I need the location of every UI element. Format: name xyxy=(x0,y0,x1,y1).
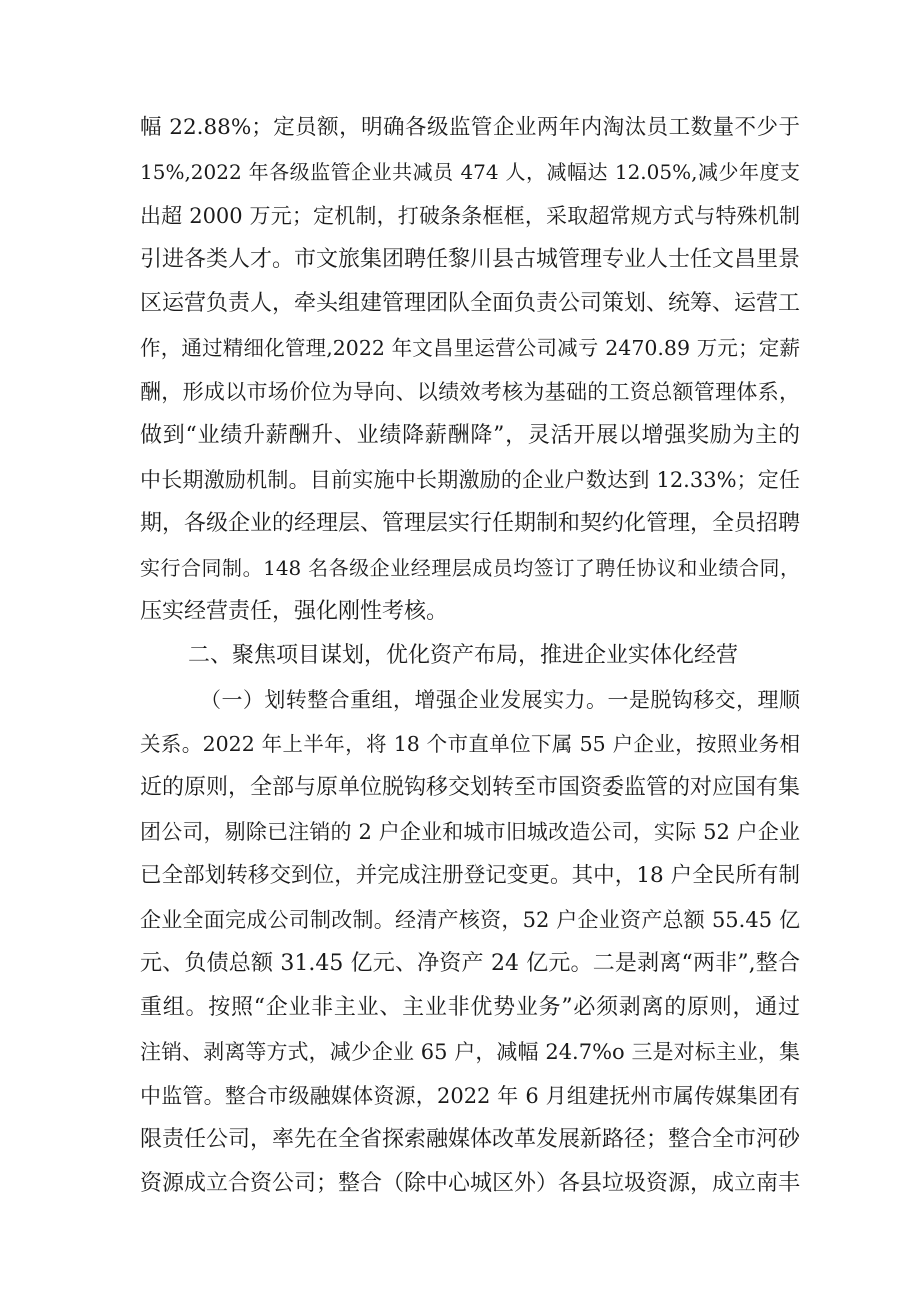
body-text-line: 期，各级企业的经理层、管理层实行任期制和契约化管理，全员招聘 xyxy=(140,511,800,536)
body-text-line: 元、负债总额 31.45 亿元、净资产 24 亿元。二是剥离“两非”,整合 xyxy=(140,951,800,976)
subsection-heading-line: （一）划转整合重组，增强企业发展实力。一是脱钩移交，理顺 xyxy=(200,688,800,712)
section-heading: 二、聚焦项目谋划，优化资产布局，推进企业实体化经营 xyxy=(188,643,739,668)
body-text-line: 15%,2022 年各级监管企业共减员 474 人，减幅达 12.05%,减少年度支 xyxy=(140,160,800,184)
body-text-line: 作，通过精细化管理,2022 年文昌里运营公司减亏 2470.89 万元；定薪 xyxy=(140,336,800,360)
body-text-line: 做到“业绩升薪酬升、业绩降薪酬降”，灵活开展以增强奖励为主的 xyxy=(140,423,800,448)
body-text-line: 区运营负责人，牵头组建管理团队全面负责公司策划、统筹、运营工 xyxy=(140,291,800,316)
body-text-line: 酬，形成以市场价位为导向、以绩效考核为基础的工资总额管理体系， xyxy=(140,380,800,404)
body-text-line: 出超 2000 万元；定机制，打破条条框框，采取超常规方式与特殊机制 xyxy=(140,204,800,228)
body-text-line: 压实经营责任，强化刚性考核。 xyxy=(140,599,449,624)
body-text-line: 实行合同制。148 名各级企业经理层成员均签订了聘任协议和业绩合同， xyxy=(140,556,800,580)
body-text-line: 已全部划转移交到位，并完成注册登记变更。其中，18 户全民所有制 xyxy=(140,863,800,888)
body-text-line: 中监管。整合市级融媒体资源，2022 年 6 月组建抚州市属传媒集团有 xyxy=(140,1084,800,1108)
body-text-line: 关系。2022 年上半年，将 18 个市直单位下属 55 户企业，按照业务相 xyxy=(140,732,800,756)
body-text-line: 资源成立合资公司；整合（除中心城区外）各县垃圾资源，成立南丰 xyxy=(140,1171,800,1196)
body-text-line: 注销、剥离等方式，减少企业 65 户，减幅 24.7%o 三是对标主业，集 xyxy=(140,1040,800,1064)
body-text-line: 近的原则，全部与原单位脱钩移交划转至市国资委监管的对应国有集 xyxy=(140,775,800,800)
body-text-line: 企业全面完成公司制改制。经清产核资，52 户企业资产总额 55.45 亿 xyxy=(140,908,800,932)
body-text-line: 中长期激励机制。目前实施中长期激励的企业户数达到 12.33%；定任 xyxy=(140,468,800,492)
body-text-line: 限责任公司，率先在全省探索融媒体改革发展新路径；整合全市河砂 xyxy=(140,1127,800,1152)
body-text-line: 引进各类人才。市文旅集团聘任黎川县古城管理专业人士任文昌里景 xyxy=(140,247,800,272)
body-text-line: 幅 22.88%；定员额，明确各级监管企业两年内淘汰员工数量不少于 xyxy=(140,115,800,140)
body-text-line: 重组。按照“企业非主业、主业非优势业务”必须剥离的原则，通过 xyxy=(140,995,800,1020)
body-text-line: 团公司，剔除已注销的 2 户企业和城市旧城改造公司，实际 52 户企业 xyxy=(140,820,800,844)
